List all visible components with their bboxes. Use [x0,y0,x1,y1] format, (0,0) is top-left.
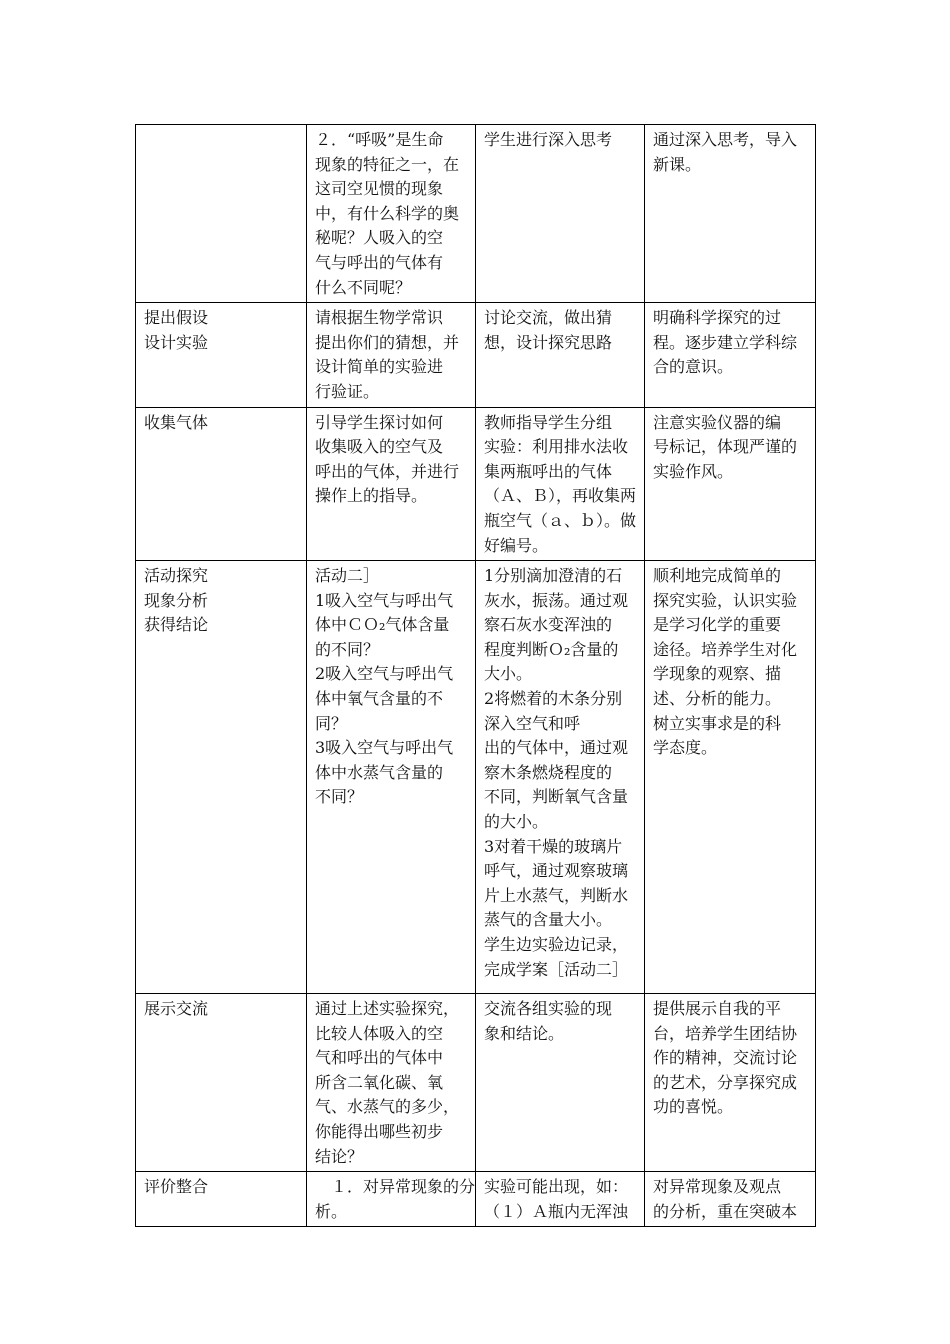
teacher-activity-cell [307,407,476,561]
student-activity-cell [476,994,645,1172]
cell-text-line: 集两瓶呼出的气体 [484,461,613,481]
student-activity-cell [476,125,645,303]
cell-text-line: 作的精神，交流讨论 [653,1048,798,1068]
cell-text-line: 实验：利用排水法收 [484,437,629,457]
cell-text-line: 体中ＣＯ₂气体含量 [315,615,450,635]
cell-text-line: 比较人体吸入的空 [315,1023,444,1043]
student-activity-cell [476,407,645,561]
cell-text-line: 深入空气和呼 [484,713,581,733]
cell-text-line: 2将燃着的木条分别 [484,689,623,709]
cell-text-line: 结论？ [315,1146,364,1166]
teacher-activity-cell [307,303,476,407]
cell-text-line: 合的意识。 [653,357,734,377]
cell-text-line: 3吸入空气与呼出气 [315,738,454,758]
cell-text-line: 台，培养学生团结协 [653,1023,798,1043]
cell-text-line: 所含二氧化碳、氧 [315,1072,444,1092]
cell-text-line: 析。 [315,1201,348,1221]
cell-text-line: 号标记，体现严谨的 [653,437,798,457]
cell-text-line: 设计简单的实验进 [315,357,444,377]
cell-text-line: ２．“呼吸”是生命 [315,130,444,149]
cell-text-line: 完成学案［活动二］ [484,959,629,979]
cell-text-line: 行验证。 [315,381,380,401]
stage-cell [136,561,307,994]
cell-text-line: 气和呼出的气体中 [315,1048,444,1068]
cell-text-line: 收集吸入的空气及 [315,437,444,457]
cell-text-line: 的艺术，分享探究成 [653,1072,798,1092]
cell-text-line: 实验作风。 [653,461,734,481]
cell-text-line: 象和结论。 [484,1023,565,1043]
cell-text-line: 活动探究 [144,566,209,586]
cell-text-line: 交流各组实验的现 [484,999,613,1019]
cell-text-line: 收集气体 [144,412,209,432]
cell-text-line: 提供展示自我的平 [653,999,782,1019]
cell-text-line: 活动二］ [315,566,380,586]
cell-text-line: 讨论交流，做出猜 [484,308,613,328]
cell-text-line: 学现象的观察、描 [653,664,782,684]
student-activity-cell [476,303,645,407]
cell-text-line: 途径。培养学生对化 [653,639,798,659]
design-intent-cell [645,561,816,994]
cell-text-line: 教师指导学生分组 [484,412,613,432]
cell-text-line: 功的喜悦。 [653,1097,734,1117]
cell-text-line: 出的气体中，通过观 [484,738,629,758]
lesson-plan-table [135,124,816,1227]
cell-text-line: 的大小。 [484,812,549,832]
cell-text-line: 你能得出哪些初步 [315,1122,444,1142]
cell-text-line: 操作上的指导。 [315,486,428,506]
cell-text-line: 新课。 [653,154,702,174]
cell-text-line: 体中氧气含量的不 [315,689,444,709]
cell-text-line: 呼出的气体，并进行 [315,461,460,481]
cell-text-line: 好编号。 [484,535,549,555]
cell-text-line: 程度判断Ｏ₂含量的 [484,639,619,659]
cell-text-line: 同？ [315,713,348,733]
cell-text-line: 片上水蒸气，判断水 [484,885,629,905]
cell-text-line: 气与呼出的气体有 [315,252,444,272]
lesson-plan-body [136,125,816,1227]
table-row [136,407,816,561]
table-row [136,561,816,994]
cell-text-line: 1吸入空气与呼出气 [315,590,454,610]
cell-text-line: 学生边实验边记录， [484,935,629,954]
design-intent-cell [645,407,816,561]
table-row [136,125,816,303]
cell-text-line: 设计实验 [144,332,209,352]
cell-text-line: 的不同？ [315,639,380,659]
teacher-activity-cell [307,994,476,1172]
cell-text-line: 不同，判断氧气含量 [484,787,629,807]
cell-text-line: １．对异常现象的分 [315,1177,476,1197]
cell-text-line: 通过上述实验探究， [315,999,460,1019]
cell-text-line: 探究实验，认识实验 [653,590,798,610]
cell-text-line: （Ａ、Ｂ），再收集两 [484,486,637,506]
table-row [136,994,816,1172]
cell-text-line: 树立实事求是的科 [653,713,782,733]
cell-text-line: 程。逐步建立学科综 [653,332,798,352]
cell-text-line: 体中水蒸气含量的 [315,762,444,782]
cell-text-line: 察木条燃烧程度的 [484,762,613,782]
stage-cell [136,303,307,407]
cell-text-line: 气、水蒸气的多少， [315,1097,460,1117]
cell-text-line: 述、分析的能力。 [653,689,782,709]
table-row [136,303,816,407]
cell-text-line: 对异常现象及观点 [653,1177,782,1197]
cell-text-line: 想，设计探究思路 [484,332,613,352]
cell-text-line: 2吸入空气与呼出气 [315,664,454,684]
cell-text-line: 明确科学探究的过 [653,308,782,328]
cell-text-line: 评价整合 [144,1177,209,1197]
table-row [136,1172,816,1227]
stage-cell [136,407,307,561]
cell-text-line: （１）Ａ瓶内无浑浊 [484,1201,629,1221]
cell-text-line: 提出你们的猜想，并 [315,332,460,352]
cell-text-line: 中，有什么科学的奥 [315,203,460,223]
cell-text-line: 的分析，重在突破本 [653,1201,798,1221]
design-intent-cell [645,303,816,407]
design-intent-cell [645,994,816,1172]
cell-text-line: 展示交流 [144,999,209,1019]
student-activity-cell [476,1172,645,1227]
cell-text-line: 什么不同呢？ [315,277,412,297]
stage-cell [136,125,307,303]
stage-cell [136,994,307,1172]
cell-text-line: 3对着干燥的玻璃片 [484,836,623,856]
cell-text-line: 请根据生物学常识 [315,308,444,328]
cell-text-line: 察石灰水变浑浊的 [484,615,613,635]
cell-text-line: 现象分析 [144,590,209,610]
design-intent-cell [645,125,816,303]
cell-text-line: 现象的特征之一，在 [315,154,460,174]
cell-text-line: 呼气，通过观察玻璃 [484,861,629,881]
cell-text-line: 提出假设 [144,308,209,328]
cell-text-line: 大小。 [484,664,533,684]
cell-text-line: 秘呢？人吸入的空 [315,228,444,248]
cell-text-line: 1分别滴加澄清的石 [484,566,623,586]
cell-text-line: 这司空见惯的现象 [315,179,444,199]
stage-cell [136,1172,307,1227]
teacher-activity-cell [307,125,476,303]
cell-text-line: 学态度。 [653,738,718,758]
cell-text-line: 瓶空气（ａ、ｂ）。做 [484,510,637,530]
cell-text-line: 不同？ [315,787,364,807]
cell-text-line: 蒸气的含量大小。 [484,910,613,930]
cell-text-line: 通过深入思考，导入 [653,130,798,149]
cell-text-line: 实验可能出现，如： [484,1177,629,1197]
cell-text-line: 灰水，振荡。通过观 [484,590,629,610]
student-activity-cell [476,561,645,994]
cell-text-line: 学生进行深入思考 [484,130,613,149]
cell-text-line: 获得结论 [144,615,209,635]
teacher-activity-cell [307,561,476,994]
design-intent-cell [645,1172,816,1227]
cell-text-line: 顺利地完成简单的 [653,566,782,586]
cell-text-line: 注意实验仪器的编 [653,412,782,432]
teacher-activity-cell [307,1172,476,1227]
cell-text-line: 引导学生探讨如何 [315,412,444,432]
cell-text-line: 是学习化学的重要 [653,615,782,635]
